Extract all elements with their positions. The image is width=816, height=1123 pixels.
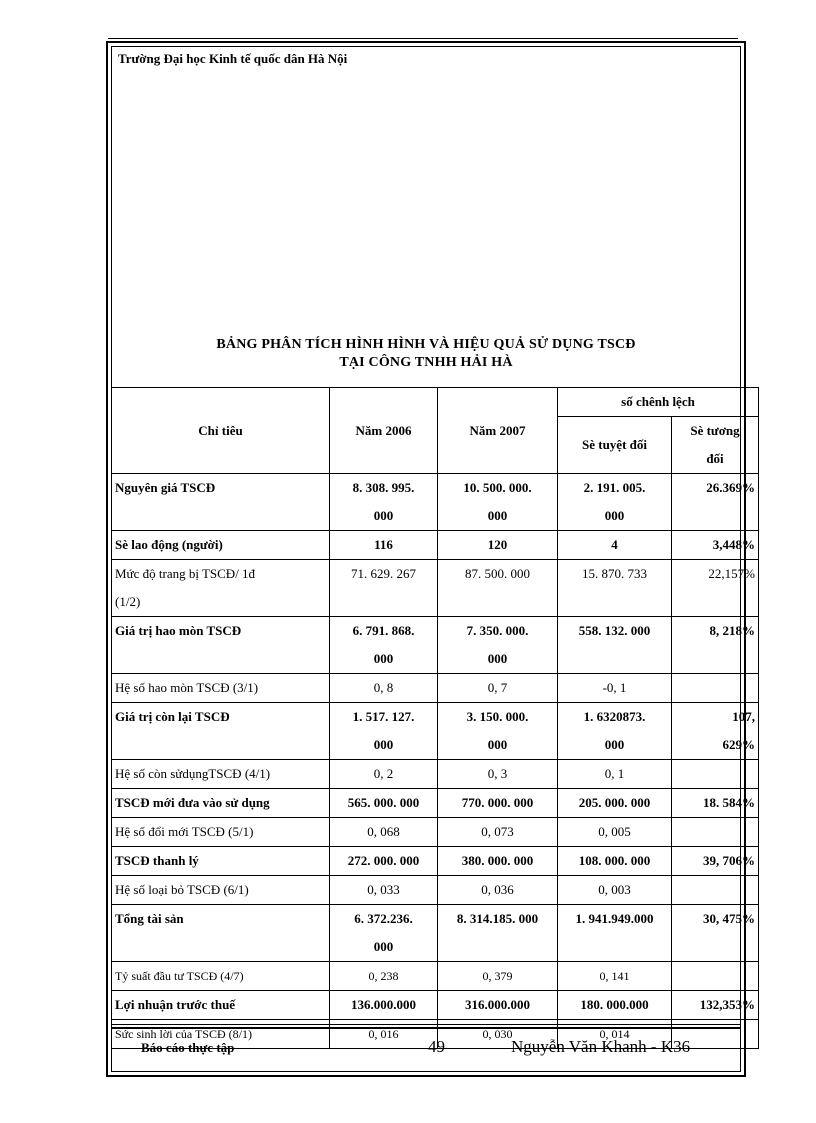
cell-indicator: Hệ số còn sửdụngTSCĐ (4/1) <box>112 760 330 789</box>
cell-2007-line: 000 <box>487 737 508 752</box>
cell-2007: 0, 073 <box>438 818 558 847</box>
cell-indicator: Tỷ suất đầu tư TSCĐ (4/7) <box>112 962 330 991</box>
cell-relative <box>672 876 759 905</box>
header-year-2006: Năm 2006 <box>330 388 438 474</box>
cell-2007-line: 10. 500. 000. <box>463 480 532 495</box>
cell-2006 <box>330 474 438 531</box>
header-relative-line2: đối <box>706 451 724 466</box>
header-relative <box>672 417 759 474</box>
cell-indicator-line: Mức độ trang bị TSCĐ/ 1đ <box>115 566 256 581</box>
top-rule <box>108 38 738 39</box>
page-number: 49 <box>428 1037 445 1056</box>
footer-author: Nguyễn Văn Khanh - K36 <box>511 1037 691 1056</box>
cell-indicator: Sè lao động (người) <box>112 531 330 560</box>
cell-2006-line: 6. 791. 868. <box>352 623 415 638</box>
cell-2007-line: 000 <box>487 508 508 523</box>
table-row <box>112 991 759 1020</box>
cell-2007: 0, 036 <box>438 876 558 905</box>
table-row <box>112 617 759 674</box>
cell-2006-line: 000 <box>373 651 394 666</box>
cell-2006-line: 000 <box>373 939 394 954</box>
cell-2006: 0, 238 <box>330 962 438 991</box>
cell-relative: 22,157% <box>672 560 759 617</box>
cell-absolute: 0, 1 <box>558 760 672 789</box>
cell-relative-line: 26.369% <box>706 480 755 495</box>
cell-relative-line: 629% <box>722 737 755 752</box>
table-row <box>112 818 759 847</box>
cell-2006: 71. 629. 267 <box>330 560 438 617</box>
cell-absolute-line: 000 <box>604 508 625 523</box>
cell-indicator: Hệ số loại bỏ TSCĐ (6/1) <box>112 876 330 905</box>
cell-indicator: TSCĐ mới đưa vào sử dụng <box>112 789 330 818</box>
cell-relative <box>672 962 759 991</box>
table-row <box>112 962 759 991</box>
cell-absolute <box>558 703 672 760</box>
cell-relative <box>672 760 759 789</box>
cell-indicator: Nguyên giá TSCĐ <box>112 474 330 531</box>
cell-2006: 0, 033 <box>330 876 438 905</box>
cell-2007 <box>438 474 558 531</box>
cell-2007: 0, 7 <box>438 674 558 703</box>
table-row <box>112 703 759 760</box>
cell-2006-line: 000 <box>373 508 394 523</box>
cell-absolute: 0, 014 <box>558 1020 672 1049</box>
cell-absolute: 0, 005 <box>558 818 672 847</box>
cell-2007-line: 3. 150. 000. <box>466 709 529 724</box>
cell-2006: 0, 068 <box>330 818 438 847</box>
cell-2006: 565. 000. 000 <box>330 789 438 818</box>
cell-absolute-line: 1. 6320873. <box>583 709 646 724</box>
cell-absolute-line: 000 <box>604 737 625 752</box>
footer-rule-thin <box>111 1024 741 1025</box>
cell-absolute: 108. 000. 000 <box>558 847 672 876</box>
cell-2006-line: 1. 517. 127. <box>352 709 415 724</box>
cell-absolute: 180. 000.000 <box>558 991 672 1020</box>
header-absolute: Sè tuyệt đối <box>558 417 672 474</box>
cell-2007: 120 <box>438 531 558 560</box>
cell-2006-line: 6. 372.236. <box>354 911 413 926</box>
table-row <box>112 474 759 531</box>
table-row <box>112 531 759 560</box>
cell-absolute: 0, 003 <box>558 876 672 905</box>
cell-indicator: Giá trị hao mòn TSCĐ <box>112 617 330 674</box>
cell-2007: 87. 500. 000 <box>438 560 558 617</box>
header-difference: số chênh lệch <box>558 388 759 417</box>
cell-2007: 0, 3 <box>438 760 558 789</box>
cell-2007-line: 7. 350. 000. <box>466 623 529 638</box>
header-chi-tieu: Chỉ tiêu <box>112 388 330 474</box>
cell-indicator: Tổng tài sản <box>112 905 330 962</box>
asset-analysis-table <box>111 387 759 1049</box>
cell-relative: 3,448% <box>672 531 759 560</box>
cell-indicator-line: (1/2) <box>115 594 141 609</box>
footer-report-label: Báo cáo thực tập <box>141 1040 235 1055</box>
table-title-line1: BẢNG PHÂN TÍCH HÌNH HÌNH VÀ HIỆU QUẢ SỬ DỤNG TSCĐ <box>216 337 636 352</box>
cell-absolute: 205. 000. 000 <box>558 789 672 818</box>
school-header: Trường Đại học Kinh tế quốc dân Hà Nội <box>118 51 348 66</box>
cell-absolute: 4 <box>558 531 672 560</box>
cell-2007: 316.000.000 <box>438 991 558 1020</box>
cell-2006 <box>330 617 438 674</box>
cell-2007: 770. 000. 000 <box>438 789 558 818</box>
cell-2007: 380. 000. 000 <box>438 847 558 876</box>
cell-2006-line: 8. 308. 995. <box>352 480 415 495</box>
cell-2007: 0, 379 <box>438 962 558 991</box>
cell-relative-line: 107, <box>732 709 755 724</box>
cell-2006: 116 <box>330 531 438 560</box>
table-row <box>112 674 759 703</box>
cell-2007: 0, 030 <box>438 1020 558 1049</box>
table-row <box>112 560 759 617</box>
table-row <box>112 876 759 905</box>
cell-relative <box>672 818 759 847</box>
cell-relative <box>672 474 759 531</box>
cell-absolute: -0, 1 <box>558 674 672 703</box>
cell-indicator <box>112 560 330 617</box>
header-relative-line1: Sè tương <box>690 423 740 438</box>
cell-relative: 30, 475% <box>672 905 759 962</box>
table-row <box>112 905 759 962</box>
cell-2006 <box>330 703 438 760</box>
cell-indicator: Lợi nhuận trước thuế <box>112 991 330 1020</box>
cell-absolute-line: 2. 191. 005. <box>583 480 646 495</box>
cell-absolute <box>558 474 672 531</box>
cell-2006: 0, 016 <box>330 1020 438 1049</box>
cell-indicator: Hệ số đổi mới TSCĐ (5/1) <box>112 818 330 847</box>
header-year-2007: Năm 2007 <box>438 388 558 474</box>
cell-absolute: 1. 941.949.000 <box>558 905 672 962</box>
cell-absolute: 15. 870. 733 <box>558 560 672 617</box>
footer-rule-thick <box>111 1027 741 1029</box>
cell-absolute: 0, 141 <box>558 962 672 991</box>
cell-2006: 272. 000. 000 <box>330 847 438 876</box>
table-title-line2: TẠI CÔNG TNHH HẢI HÀ <box>339 355 513 370</box>
cell-indicator: Sức sinh lời của TSCĐ (8/1) <box>112 1020 330 1049</box>
table-row <box>112 847 759 876</box>
table-row <box>112 760 759 789</box>
cell-2007: 8. 314.185. 000 <box>438 905 558 962</box>
table-row <box>112 789 759 818</box>
cell-absolute: 558. 132. 000 <box>558 617 672 674</box>
cell-2006: 0, 8 <box>330 674 438 703</box>
cell-relative: 18. 584% <box>672 789 759 818</box>
cell-indicator: Giá trị còn lại TSCĐ <box>112 703 330 760</box>
cell-relative <box>672 703 759 760</box>
cell-indicator: Hệ số hao mòn TSCĐ (3/1) <box>112 674 330 703</box>
cell-2006: 0, 2 <box>330 760 438 789</box>
cell-relative: 8, 218% <box>672 617 759 674</box>
cell-2006: 136.000.000 <box>330 991 438 1020</box>
cell-2007 <box>438 703 558 760</box>
cell-relative: 132,353% <box>672 991 759 1020</box>
cell-relative: 39, 706% <box>672 847 759 876</box>
cell-2006 <box>330 905 438 962</box>
cell-2007 <box>438 617 558 674</box>
cell-indicator: TSCĐ thanh lý <box>112 847 330 876</box>
cell-relative <box>672 674 759 703</box>
cell-2006-line: 000 <box>373 737 394 752</box>
cell-2007-line: 000 <box>487 651 508 666</box>
